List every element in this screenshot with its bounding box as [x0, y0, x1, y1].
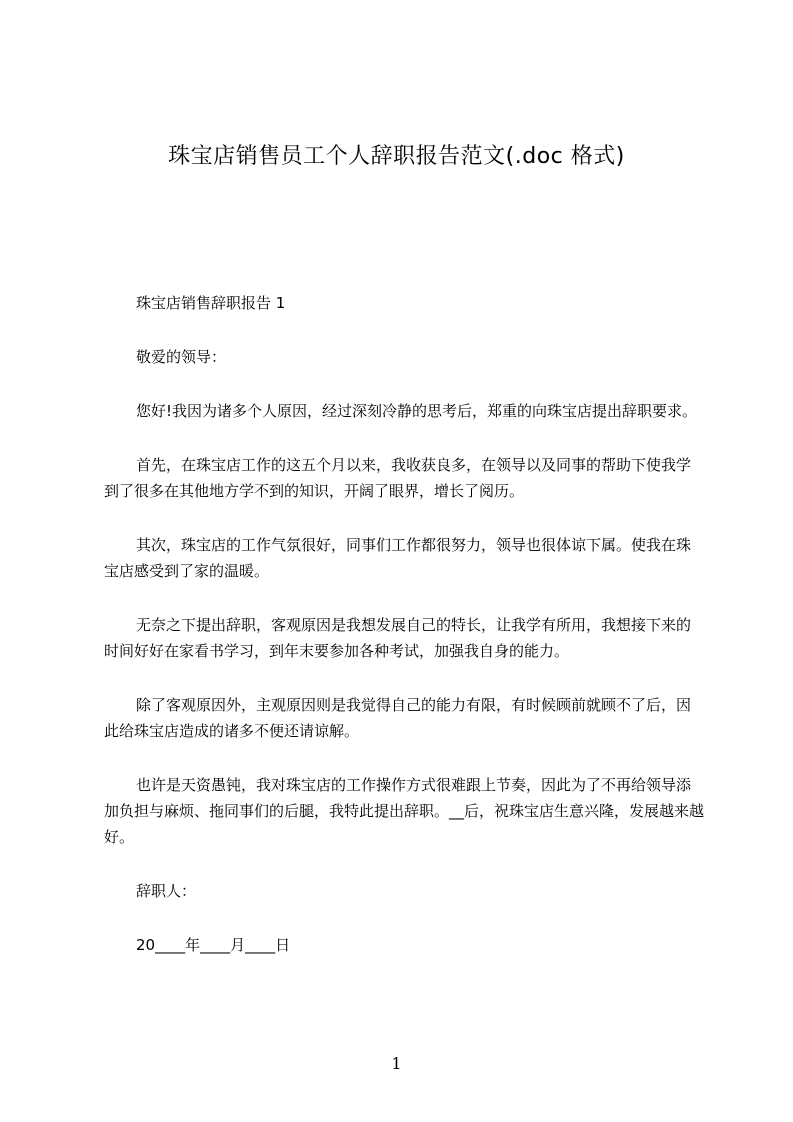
document-title: 珠宝店销售员工个人辞职报告范文(.doc 格式): [168, 144, 625, 169]
section-heading: 珠宝店销售辞职报告 1: [136, 294, 286, 312]
body-paragraph: 无奈之下提出辞职，客观原因是我想发展自己的特长，让我学有所用，我想接下来的时间好好在家看书学习，到年末要参加各种考试，加强我自身的能力。: [104, 616, 692, 660]
body-paragraph: 也许是天资愚钝，我对珠宝店的工作操作方式很难跟上节奏，因此为了不再给领导添加负担与麻烦、拖同事们的后腿，我特此提出辞职。__后，祝珠宝店生意兴隆，发展越来越好。: [104, 776, 705, 846]
page-number: 1: [391, 1054, 402, 1073]
body-paragraph: 除了客观原因外，主观原因则是我觉得自己的能力有限，有时候顾前就顾不了后，因此给珠宝店造成的诸多不便还请谅解。: [104, 696, 692, 740]
signature-label: 辞职人：: [136, 882, 197, 900]
document-body: [104, 290, 704, 958]
body-paragraph: 您好!我因为诸多个人原因，经过深刻冷静的思考后，郑重的向珠宝店提出辞职要求。: [136, 402, 698, 420]
body-paragraph: 其次，珠宝店的工作气氛很好，同事们工作都很努力，领导也很体谅下属。使我在珠宝店感受到了家的温暖。: [104, 536, 692, 580]
body-paragraph: 首先，在珠宝店工作的这五个月以来，我收获良多，在领导以及同事的帮助下使我学到了很多在其他地方学不到的知识，开阔了眼界，增长了阅历。: [104, 456, 692, 500]
salutation: 敬爱的领导：: [136, 348, 227, 366]
date-line: 20____年____月____日: [136, 936, 291, 954]
